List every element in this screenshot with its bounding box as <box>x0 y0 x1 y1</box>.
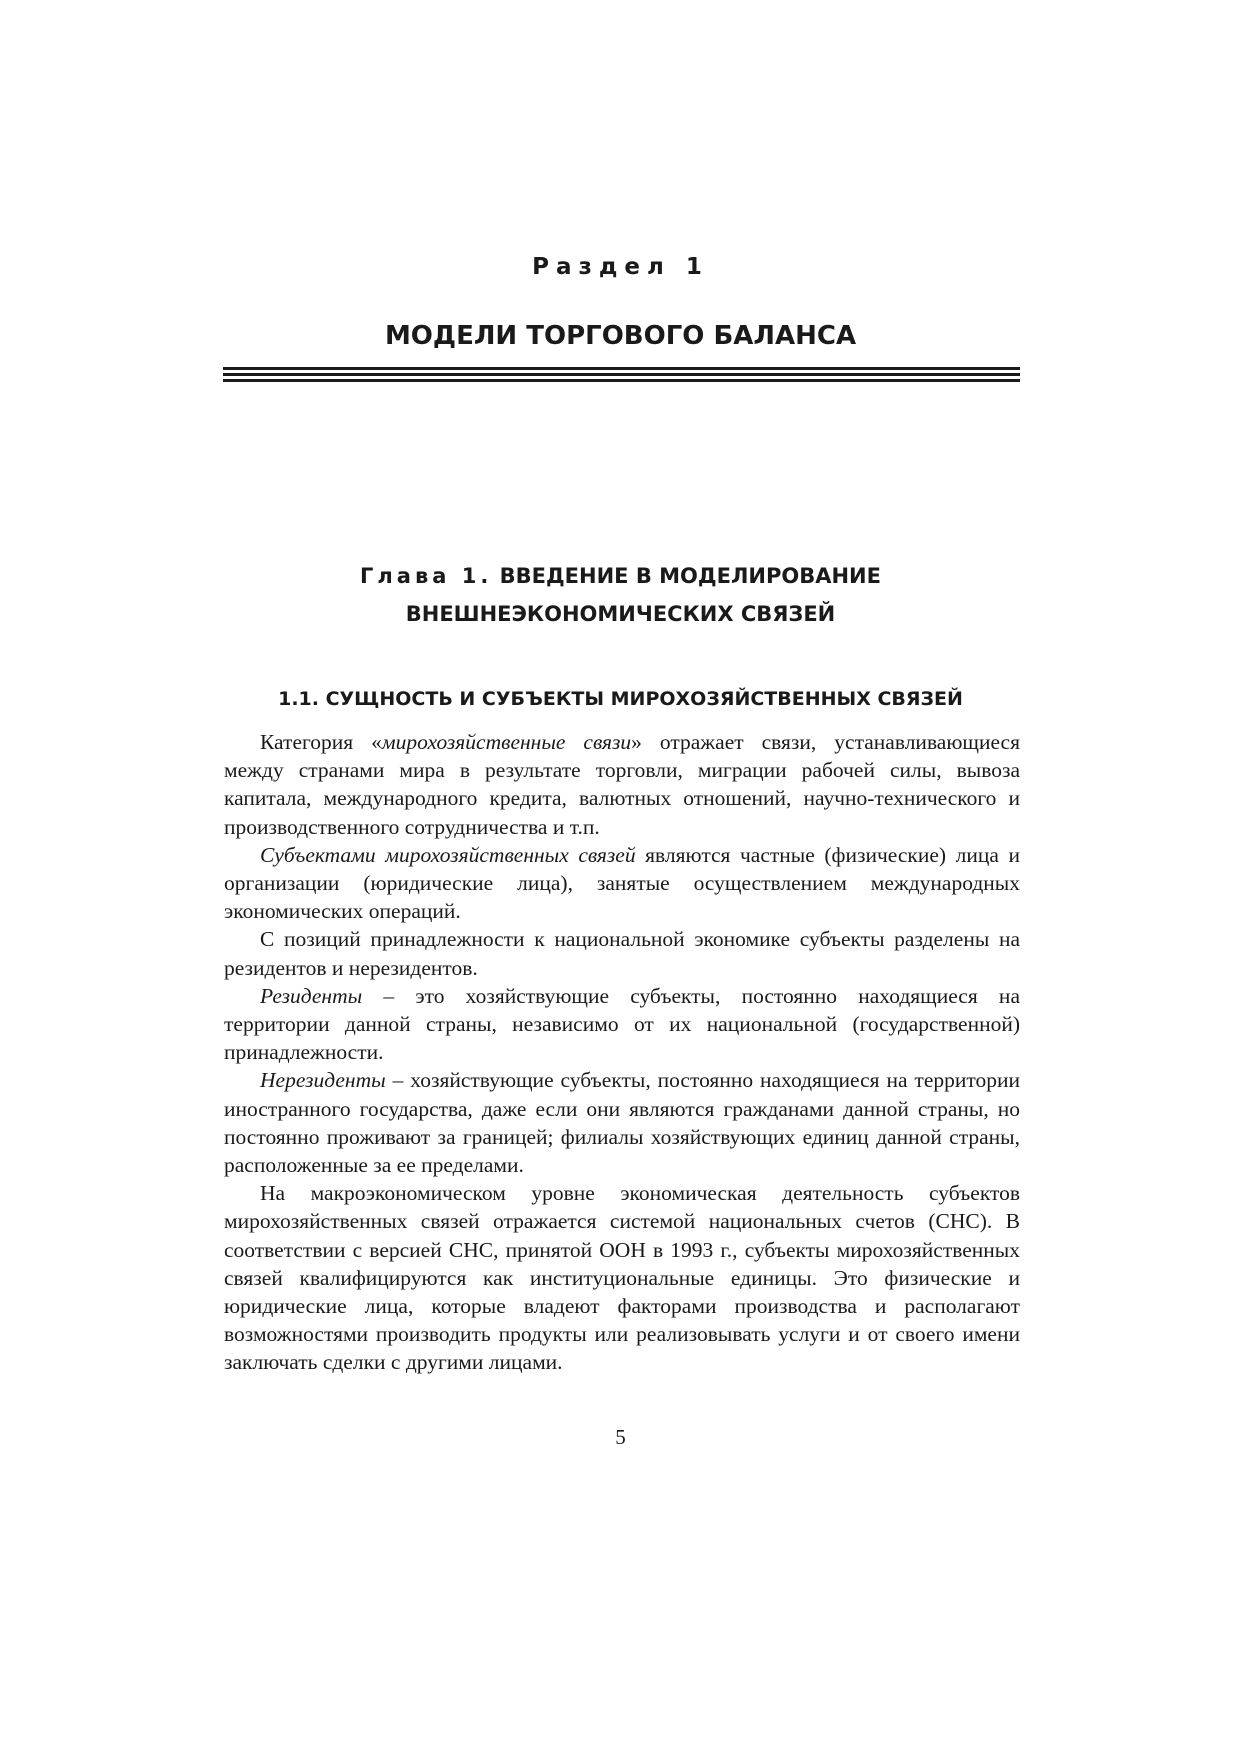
title-rule-top <box>223 367 1020 370</box>
chapter-label: Глава 1. <box>360 564 493 588</box>
chapter-title-line2: ВНЕШНЕЭКОНОМИЧЕСКИХ СВЯЗЕЙ <box>405 602 836 626</box>
title-rule-middle <box>223 373 1020 376</box>
chapter-title-line1: ВВЕДЕНИЕ В МОДЕЛИРОВАНИЕ <box>499 564 881 588</box>
paragraph-1-text: » отражает связи, устанавливающиеся между странами мира в результате торговли, миграции рабочей силы, вывоза капитала, международного кредита, валютных отношений, научно-технического и производственного сотрудничества и т.п. <box>224 730 1020 839</box>
paragraph-2 <box>224 841 1020 926</box>
paragraph-6-text: На макроэкономическом уровне экономическая деятельность субъектов мирохозяйственных связей отражается системой национальных счетов (СНС). В соответствии с версией СНС, принятой ООН в 1993 г., субъекты мирохозяйственных связей квалифицируются как институциональные единицы. Это физические и юридические лица, которые владеют факторами производства и располагают возможностями производить продукты или реализовывать услуги и от своего имени заключать сделки с другими лицами. <box>224 1181 1020 1375</box>
paragraph-4-term: Резиденты <box>260 983 363 1008</box>
paragraph-1-term: мирохозяйственные связи <box>381 730 632 754</box>
chapter-heading-line1 <box>0 557 1241 595</box>
paragraph-6 <box>224 1179 1020 1376</box>
paragraph-3-text: С позиций принадлежности к национальной экономике субъекты разделены на резидентов и нерезидентов. <box>224 927 1020 980</box>
paragraph-2-text: являются частные (физические) лица и организации (юридические лица), занятые осуществлением международных экономических операций. <box>224 842 1020 924</box>
body-text <box>224 728 1020 1377</box>
section-title: МОДЕЛИ ТОРГОВОГО БАЛАНСА <box>384 321 857 351</box>
title-rule-bottom <box>223 379 1020 382</box>
paragraph-4-text: – это хозяйствующие субъекты, постоянно находящиеся на территории данной страны, независимо от их национальной (государственной) принадлежности. <box>224 983 1020 1065</box>
paragraph-3 <box>224 925 1020 981</box>
subsection-heading: 1.1. СУЩНОСТЬ И СУБЪЕКТЫ МИРОХОЗЯЙСТВЕННЫХ СВЯЗЕЙ <box>278 688 963 710</box>
paragraph-1 <box>224 728 1020 841</box>
paragraph-5-term: Нерезиденты <box>260 1068 386 1093</box>
page-number: 5 <box>615 1425 626 1449</box>
paragraph-5-text: – хозяйствующие субъекты, постоянно находящиеся на территории иностранного государства, даже если они являются гражданами данной страны, но постоянно проживают за границей; филиалы хозяйствующих единиц данной страны, расположенные за ее пределами. <box>224 1068 1020 1178</box>
paragraph-2-term: Субъектами мирохозяйственных связей <box>260 842 636 867</box>
paragraph-5 <box>224 1066 1020 1179</box>
paragraph-4 <box>224 982 1020 1067</box>
chapter-heading <box>0 557 1241 633</box>
paragraph-1-lead: Категория « <box>260 730 382 754</box>
section-label: Раздел 1 <box>532 254 709 280</box>
